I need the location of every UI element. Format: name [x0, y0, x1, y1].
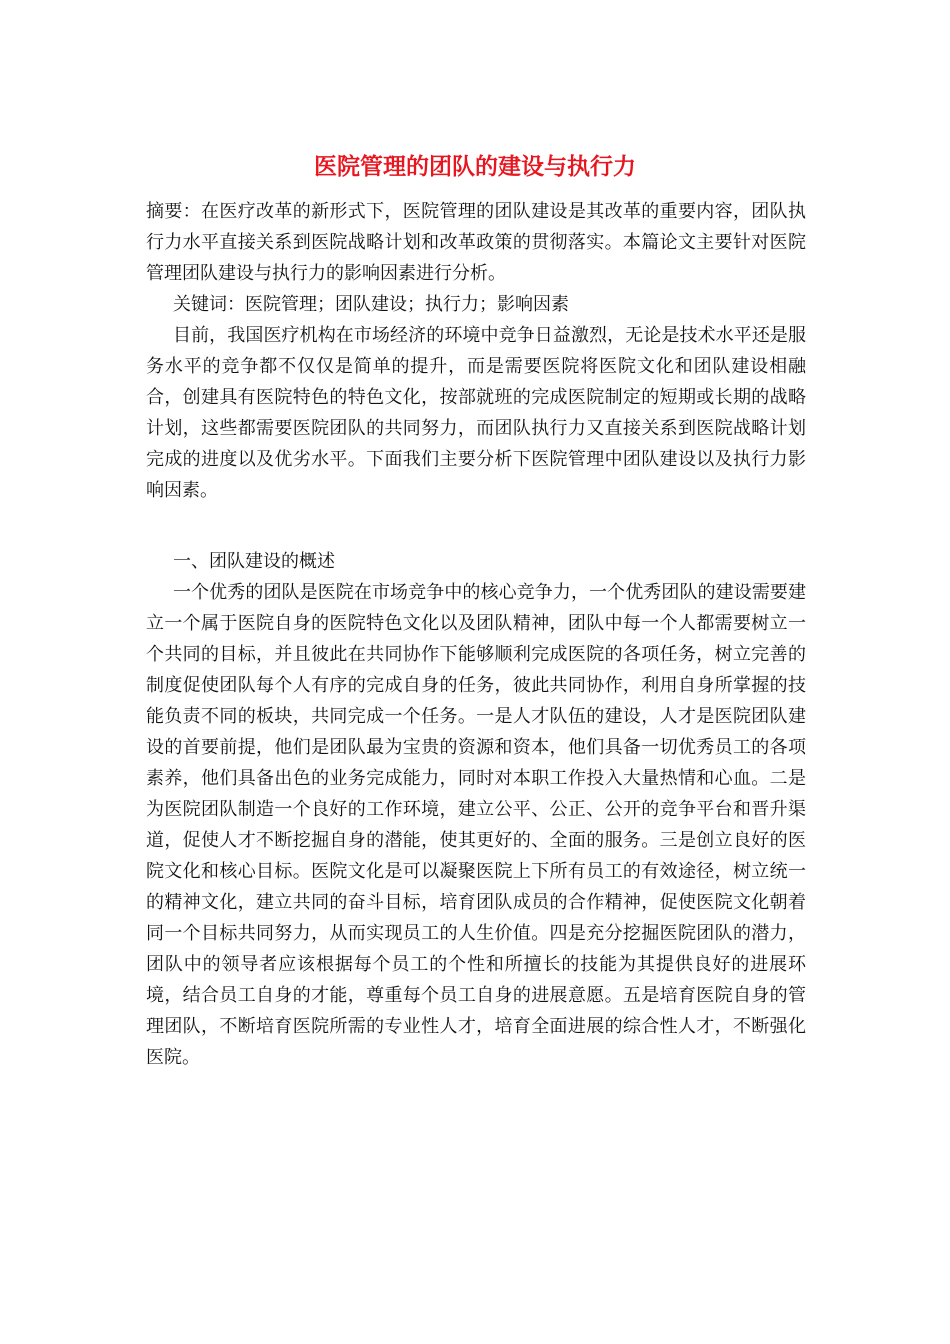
abstract-paragraph: 摘要：在医疗改革的新形式下，医院管理的团队建设是其改革的重要内容，团队执行力水平直接关系到医院战略计划和改革政策的贯彻落实。本篇论文主要针对医院管理团队建设与执行力的影响因素进行分析。	[146, 201, 806, 284]
document-body	[146, 196, 806, 1073]
keywords-line: 关键词：医院管理；团队建设；执行力；影响因素	[173, 294, 569, 315]
document-title: 医院管理的团队的建设与执行力	[314, 153, 636, 180]
section-body-paragraph: 一个优秀的团队是医院在市场竞争中的核心竞争力，一个优秀团队的建设需要建立一个属于医院自身的医院特色文化以及团队精神，团队中每一个人都需要树立一个共同的目标，并且彼此在共同协作下能够顺利完成医院的各项任务，树立完善的制度促使团队每个人有序的完成自身的任务，彼此共同协作，利用自身所掌握的技能负责不同的板块，共同完成一个任务。一是人才队伍的建设，人才是医院团队建设的首要前提，他们是团队最为宝贵的资源和资本，他们具备一切优秀员工的各项素养，他们具备出色的业务完成能力，同时对本职工作投入大量热情和心血。二是为医院团队制造一个良好的工作环境，建立公平、公正、公开的竞争平台和晋升渠道，促使人才不断挖掘自身的潜能，使其更好的、全面的服务。三是创立良好的医院文化和核心目标。医院文化是可以凝聚医院上下所有员工的有效途径，树立统一的精神文化，建立共同的奋斗目标，培育团队成员的合作精神，促使医院文化朝着同一个目标共同努力，从而实现员工的人生价值。四是充分挖掘医院团队的潜力，团队中的领导者应该根据每个员工的个性和所擅长的技能为其提供良好的进展环境，结合员工自身的才能，尊重每个员工自身的进展意愿。五是培育医院自身的管理团队，不断培育医院所需的专业性人才，培育全面进展的综合性人才，不断强化医院。	[146, 582, 806, 1068]
intro-paragraph: 目前，我国医疗机构在市场经济的环境中竞争日益激烈，无论是技术水平还是服务水平的竞争都不仅仅是简单的提升，而是需要医院将医院文化和团队建设相融合，创建具有医院特色的特色文化，按部就班的完成医院制定的短期或长期的战略计划，这些都需要医院团队的共同努力，而团队执行力又直接关系到医院战略计划完成的进度以及优劣水平。下面我们主要分析下医院管理中团队建设以及执行力影响因素。	[146, 325, 806, 501]
paragraph-spacer	[146, 506, 806, 546]
section-heading: 一、团队建设的概述	[173, 551, 335, 572]
